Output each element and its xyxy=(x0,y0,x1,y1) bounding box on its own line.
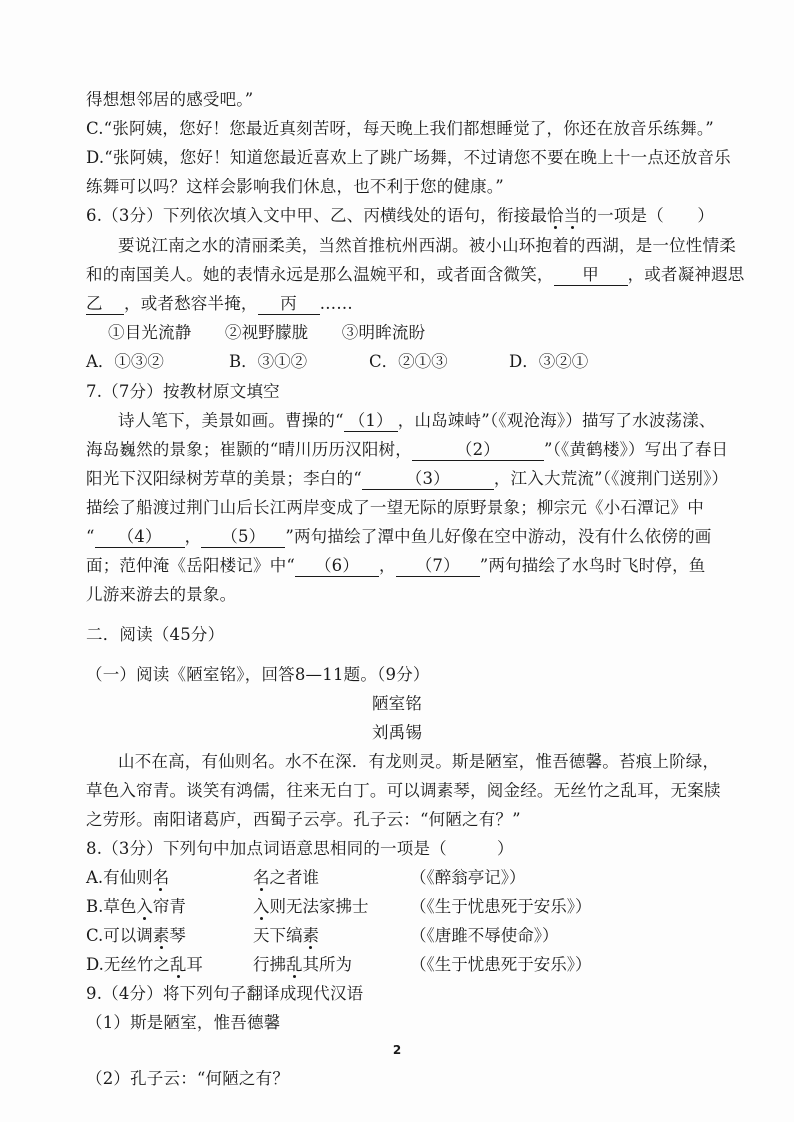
poem-author: 刘禹锡 xyxy=(371,723,423,742)
q6-choice-d[interactable]: D．③②① xyxy=(509,352,589,371)
q5-option-d-line2: 练舞可以吗？这样会影响我们休息，也不利于您的健康。” xyxy=(86,177,504,196)
blank-1[interactable]: （1） xyxy=(344,411,398,432)
blank-3[interactable]: （3） xyxy=(362,469,494,490)
q6-text: ，或者凝神遐思 xyxy=(627,265,745,284)
q7-text: ， xyxy=(184,527,202,546)
q6-items: ①目光流静 ②视野朦胧 ③明眸流盼 xyxy=(108,323,426,342)
q6-choice-c[interactable]: C．②①③ xyxy=(369,352,448,371)
q8-text: 帘青 xyxy=(152,897,186,916)
poem-text-line3: 之劳形。南阳诸葛庐，西蜀子云亭。孔子云：“何陋之有？” xyxy=(86,810,521,829)
q6-text: ，或者愁容半掩， xyxy=(124,294,258,313)
q7-line1 xyxy=(118,410,716,432)
q8-stem: 8.（3分）下列句中加点词语意思相同的一项是（ ） xyxy=(86,839,514,858)
section-title: 二．阅读（45分） xyxy=(86,625,225,644)
page-number: 2 xyxy=(392,1043,402,1057)
dotted-word: 乱 xyxy=(169,955,187,974)
q7-line7: 儿游来游去的景象。 xyxy=(86,585,237,604)
q6-dotted-char: 恰 xyxy=(547,206,564,225)
poem-text-line2: 草色入帘青。谈笑有鸿儒，往来无白丁。可以调素琴，阅金经。无丝竹之乱耳，无案牍 xyxy=(86,781,721,800)
dotted-word: 名 xyxy=(253,868,270,887)
q7-text: ， xyxy=(379,556,396,575)
q7-text: 阳光下汉阳绿树芳草的美景；李白的“ xyxy=(86,469,362,488)
q7-line3 xyxy=(86,468,728,490)
q7-line2 xyxy=(86,439,728,461)
q7-text: ”（《黄鹤楼》）写出了春日 xyxy=(543,440,729,459)
dotted-word: 素 xyxy=(152,926,170,945)
blank-yi[interactable]: 乙 xyxy=(86,294,124,315)
q8-option-d-source: （《生于忧患死于安乐》） xyxy=(410,955,592,974)
q8-text: 之者谁 xyxy=(269,868,319,887)
blank-4[interactable]: （4） xyxy=(95,527,185,548)
dotted-word: 名 xyxy=(152,868,170,887)
q6-passage-line2 xyxy=(86,264,745,286)
q8-text: C.可以调 xyxy=(86,926,153,945)
dotted-word: 乱 xyxy=(286,955,303,974)
q6-text: …… xyxy=(319,294,354,313)
q5-option-d-line1: D.“张阿姨，您好！知道您最近喜欢上了跳广场舞，不过请您不要在晚上十一点还放音乐 xyxy=(86,148,731,167)
q6-stem-a: 6.（3分）下列依次填入文中甲、乙、丙横线处的语句，衔接最 xyxy=(86,206,548,225)
q8-option-b-left[interactable] xyxy=(86,896,186,918)
dotted-word: 入 xyxy=(253,897,270,916)
q7-text: 面；范仲淹《岳阳楼记》中“ xyxy=(86,556,296,575)
q6-stem-b: 的一项是（ ） xyxy=(580,206,715,225)
q7-line4: 描绘了船渡过荆门山后长江两岸变成了一望无际的原野景象；柳宗元《小石潭记》中 xyxy=(86,498,704,517)
q8-option-a-left[interactable] xyxy=(86,867,169,889)
q7-text: “ xyxy=(86,527,95,546)
q5-option-c: C.“张阿姨，您好！您最近真刻苦呀，每天晚上我们都想睡觉了，你还在放音乐练舞。” xyxy=(86,119,714,138)
q6-stem xyxy=(86,205,714,227)
blank-7[interactable]: （7） xyxy=(396,556,480,577)
q8-option-d-left[interactable] xyxy=(86,954,203,976)
q9-stem: 9.（4分）将下列句子翻译成现代汉语 xyxy=(86,984,364,1003)
q9-sentence-1: （1）斯是陋室，惟吾德馨 xyxy=(86,1013,281,1032)
blank-bing[interactable]: 丙 xyxy=(258,294,320,315)
q8-option-c-source: （《唐雎不辱使命》） xyxy=(410,926,559,945)
blank-5[interactable]: （5） xyxy=(201,527,285,548)
q7-text: ”两句描绘了潭中鱼儿好像在空中游动，没有什么依傍的画 xyxy=(285,527,712,546)
q7-text: 诗人笔下，美景如画。曹操的“ xyxy=(118,411,344,430)
poem-text-line1: 山不在高，有仙则名。水不在深．有龙则灵。斯是陋室，惟吾德馨。苔痕上阶绿， xyxy=(118,752,720,771)
q7-stem: 7.（7分）按教材原文填空 xyxy=(86,382,280,401)
q6-choice-b[interactable]: B．③①② xyxy=(229,352,308,371)
q7-text: ，山岛竦峙”（《观沧海》）描写了水波荡漾、 xyxy=(397,411,716,430)
blank-6[interactable]: （6） xyxy=(295,556,379,577)
q6-dotted-char: 当 xyxy=(563,206,581,225)
q7-line5 xyxy=(86,526,711,548)
q8-text: B.草色 xyxy=(86,897,137,916)
q7-line6 xyxy=(86,555,706,577)
q8-text: A.有仙则 xyxy=(86,868,153,887)
q8-option-c-right xyxy=(253,925,319,947)
q8-text: 则无法家拂士 xyxy=(269,897,369,916)
q6-text: 和的南国美人。她的表情永远是那么温婉平和，或者面含微笑， xyxy=(86,265,554,284)
q8-option-b-right xyxy=(253,896,369,918)
q8-text: 琴 xyxy=(169,926,186,945)
q8-option-a-right xyxy=(253,867,319,889)
blank-jia[interactable]: 甲 xyxy=(554,265,628,286)
poem-title: 陋室铭 xyxy=(371,694,423,713)
q8-option-b-source: （《生于忧患死于安乐》） xyxy=(410,897,592,916)
q7-text: ，江入大荒流”（《渡荆门送别》） xyxy=(493,469,729,488)
q5-option-b-tail: 得想想邻居的感受吧。” xyxy=(86,90,254,109)
q9-sentence-2: （2）孔子云：“何陋之有？ xyxy=(86,1069,290,1088)
q7-text: ”两句描绘了水鸟时飞时停，鱼 xyxy=(479,556,706,575)
dotted-word: 入 xyxy=(136,897,153,916)
dotted-word: 素 xyxy=(302,926,319,945)
q8-option-d-right xyxy=(253,954,352,976)
q8-text: 其所为 xyxy=(302,955,352,974)
q6-passage-line3 xyxy=(86,293,353,315)
q7-text: 海岛巍然的景象；崔颢的“晴川历历汉阳树， xyxy=(86,440,412,459)
q8-text: 耳 xyxy=(186,955,203,974)
q6-choice-a[interactable]: A．①③② xyxy=(86,352,164,371)
q8-option-a-source: （《醉翁亭记》） xyxy=(410,868,526,887)
q8-option-c-left[interactable] xyxy=(86,925,186,947)
section-subtitle: （一）阅读《陋室铭》，回答8—11题。（9分） xyxy=(86,665,430,684)
q8-text: 天下缟 xyxy=(253,926,303,945)
q6-passage-line1: 要说江南之水的清丽柔美，当然首推杭州西湖。被小山环抱着的西湖，是一位性情柔 xyxy=(118,236,736,255)
blank-2[interactable]: （2） xyxy=(412,440,544,461)
q8-text: 行拂 xyxy=(253,955,286,974)
q8-text: D.无丝竹之 xyxy=(86,955,170,974)
